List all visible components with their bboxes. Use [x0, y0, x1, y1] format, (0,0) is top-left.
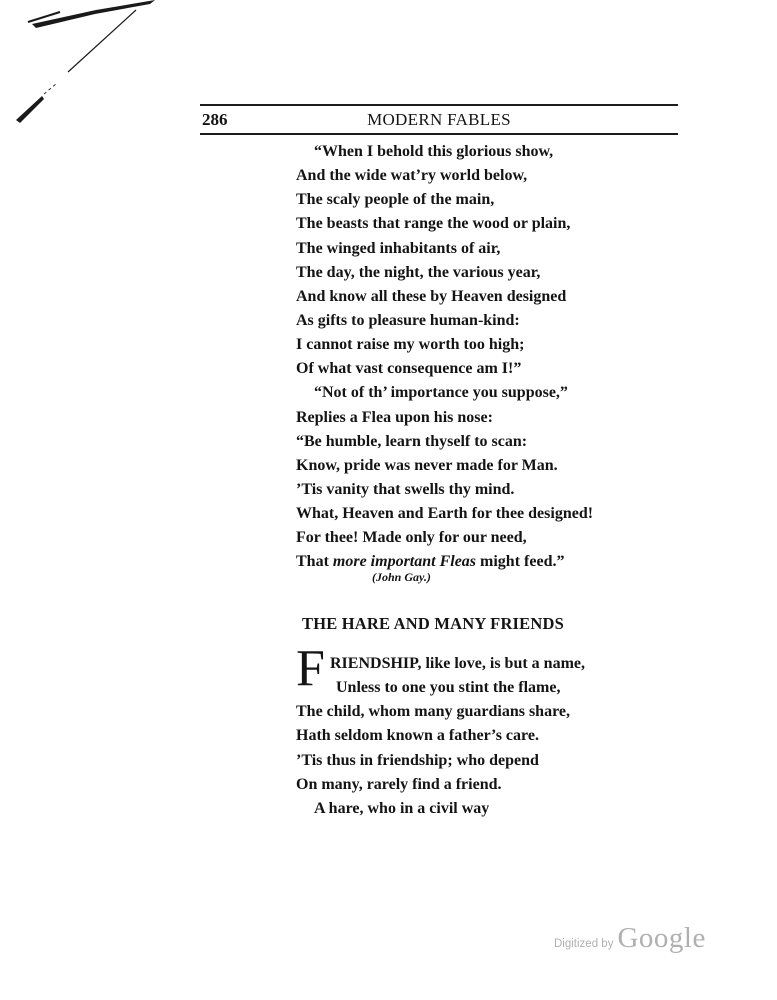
- google-logo: Google: [617, 922, 706, 954]
- scan-marks: [0, 0, 200, 140]
- running-head: MODERN FABLES: [367, 110, 511, 129]
- watermark-prefix: Digitized by: [554, 938, 614, 950]
- poem-line: A hare, who in a civil way: [314, 799, 490, 817]
- poem-one: [296, 140, 593, 575]
- poem-line: Replies a Flea upon his nose:: [296, 408, 493, 426]
- poem-line: The scaly people of the main,: [296, 191, 495, 209]
- italic-phrase: more important Fleas: [332, 553, 477, 571]
- poem-line: And the wide wat’ry world below,: [296, 167, 528, 185]
- poem-line: ’Tis thus in friendship; who depend: [296, 751, 539, 769]
- poem-line: The beasts that range the wood or plain,: [296, 215, 571, 233]
- poem-line: The winged inhabitants of air,: [296, 239, 501, 257]
- poem-line: ’Tis vanity that swells thy mind.: [296, 480, 515, 498]
- line-text: might feed.”: [476, 553, 565, 571]
- page-number: 286: [202, 110, 228, 129]
- poem-line: For thee! Made only for our need,: [296, 529, 527, 547]
- attribution: (John Gay.): [372, 570, 431, 584]
- poem-line: Of what vast consequence am I!”: [296, 360, 522, 378]
- poem-line: The child, whom many guardians share,: [296, 703, 570, 721]
- poem-line: The day, the night, the various year,: [296, 263, 541, 281]
- page-header: [200, 104, 678, 135]
- poem-line: On many, rarely find a friend.: [296, 775, 502, 793]
- poem-line: “Be humble, learn thyself to scan:: [296, 432, 528, 450]
- poem-line: I cannot raise my worth too high;: [296, 336, 525, 354]
- poem-line: And know all these by Heaven designed: [296, 287, 567, 305]
- poem-line: Know, pride was never made for Man.: [296, 456, 558, 474]
- section-title: THE HARE AND MANY FRIENDS: [302, 614, 564, 633]
- poem-line-last: [296, 550, 593, 574]
- digitized-watermark: [554, 922, 706, 955]
- poem-line: As gifts to pleasure human-kind:: [296, 311, 520, 329]
- poem-line: “When I behold this glorious show,: [314, 143, 554, 160]
- poem-line: “Not of th’ importance you suppose,”: [314, 384, 568, 402]
- poem-line: Hath seldom known a father’s care.: [296, 727, 539, 745]
- line-text: That: [296, 553, 333, 571]
- poem-line: What, Heaven and Earth for thee designed!: [296, 505, 594, 523]
- poem-line: RIENDSHIP, like love, is but a name,: [330, 655, 585, 672]
- drop-cap: F: [296, 640, 325, 697]
- poem-two: [296, 652, 585, 821]
- poem-line: Unless to one you stint the flame,: [336, 679, 561, 697]
